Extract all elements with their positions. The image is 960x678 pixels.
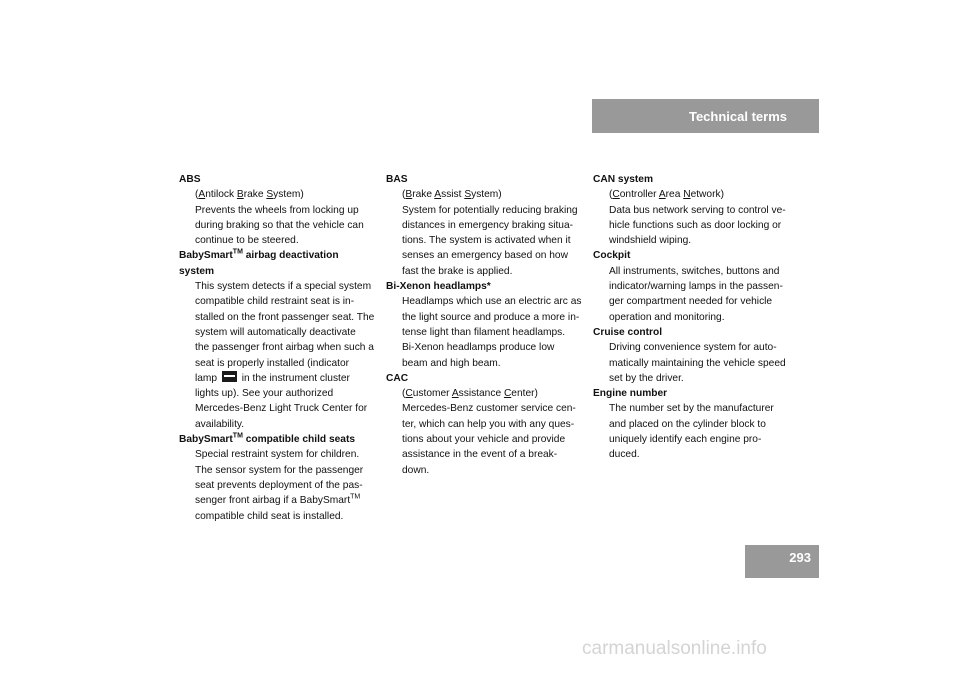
definition-line: beam and high beam.: [402, 357, 501, 369]
definition-line: indicator/warning lamps in the passen-: [609, 281, 783, 293]
section-title: Technical terms: [688, 108, 787, 124]
term-bixenon: Bi-Xenon headlamps*: [386, 281, 491, 293]
term-bas: BAS: [386, 174, 408, 185]
definition-line: ter, which can help you with any ques-: [402, 418, 575, 430]
section-header: [592, 99, 819, 133]
definition-line: the passenger front airbag when such a: [195, 342, 374, 354]
definition-line: System for potentially reducing braking: [402, 204, 578, 216]
definition-line: assistance in the event of a break-: [402, 449, 558, 461]
definition-line: This system detects if a special system: [195, 281, 372, 293]
acronym-expansion: (Controller Area Network): [609, 189, 724, 201]
acronym-expansion: (Antilock Brake System): [195, 189, 304, 201]
definition-line: ger compartment needed for vehicle: [609, 296, 773, 308]
term-cockpit: Cockpit: [593, 250, 631, 262]
definition-line: and placed on the cylinder block to: [609, 418, 766, 430]
definition-line: Headlamps which use an electric arc as: [402, 296, 582, 308]
entry-babysmart-seats: [179, 432, 379, 524]
definition-line: seat prevents deployment of the pas-: [195, 479, 363, 491]
definition-line: seat is properly installed (indicator: [195, 357, 350, 369]
definition-line: hicle functions such as door locking or: [609, 219, 782, 231]
definition-line: tions about your vehicle and provide: [402, 434, 566, 446]
term-can: CAN system: [593, 174, 654, 185]
definition-line: Data bus network serving to control ve-: [609, 204, 786, 216]
column-1: [179, 172, 379, 524]
definition-line: Special restraint system for children.: [195, 449, 360, 461]
definition-babysmart-seats: [179, 447, 379, 523]
page-number: 293: [789, 550, 811, 565]
definition-line: The sensor system for the passenger: [195, 464, 364, 476]
definition-line: operation and monitoring.: [609, 311, 725, 323]
definition-line: stalled on the front passenger seat. The: [195, 311, 375, 323]
definition-line: windshield wiping.: [609, 235, 692, 247]
definition-line: down.: [402, 464, 430, 476]
definition-line: All instruments, switches, buttons and: [609, 265, 780, 277]
definition-line: compatible child restraint seat is in-: [195, 296, 355, 308]
definition-line: lamp in the instrument cluster: [195, 372, 350, 384]
definition-line: availability.: [195, 418, 245, 430]
term-cruise-control: Cruise control: [593, 326, 663, 338]
term-cac: CAC: [386, 372, 409, 384]
definition-line: lights up). See your authorized: [195, 388, 334, 400]
definition-engine-number: [593, 401, 793, 462]
entry-can: [593, 172, 793, 248]
entry-bixenon: [386, 279, 586, 371]
entry-engine-number: [593, 386, 793, 462]
definition-line: uniquely identify each engine pro-: [609, 434, 762, 446]
definition-line: distances in emergency braking situa-: [402, 219, 574, 231]
definition-line: The number set by the manufacturer: [609, 403, 774, 415]
entry-babysmart-deactivation: [179, 248, 379, 432]
definition-bixenon: [386, 294, 586, 370]
definition-line: duced.: [609, 449, 640, 461]
definition-cockpit: [593, 264, 793, 325]
term-babysmart-deactivation: BabySmart™ airbag deactivation: [179, 249, 339, 262]
definition-line: set by the driver.: [609, 372, 684, 384]
definition-line: Driving convenience system for auto-: [609, 342, 777, 354]
definition-line: system will automatically deactivate: [195, 326, 356, 338]
definition-cruise-control: [593, 340, 793, 386]
acronym-expansion: (Brake Assist System): [402, 189, 502, 201]
definition-line: fast the brake is applied.: [402, 265, 513, 277]
definition-line: Bi-Xenon headlamps produce low: [402, 342, 555, 354]
term-babysmart-seats: BabySmart™ compatible child seats: [179, 432, 356, 446]
definition-babysmart-deactivation: [179, 279, 379, 432]
definition-line: Mercedes-Benz customer service cen-: [402, 403, 576, 415]
definition-line: matically maintaining the vehicle speed: [609, 357, 786, 369]
entry-cac: [386, 371, 586, 478]
entry-bas: [386, 172, 586, 279]
definition-line: compatible child seat is installed.: [195, 510, 344, 522]
entry-abs: [179, 172, 379, 248]
column-3: [593, 172, 793, 463]
term-abs: ABS: [179, 174, 201, 185]
definition-line: tions. The system is activated when it: [402, 235, 571, 247]
acronym-expansion: (Customer Assistance Center): [402, 388, 538, 400]
entry-cruise-control: [593, 325, 793, 386]
definition-line: during braking so that the vehicle can: [195, 219, 364, 231]
term-engine-number: Engine number: [593, 388, 668, 400]
definition-line: senger front airbag if a BabySmart™: [195, 493, 361, 507]
definition-cac: [386, 386, 586, 478]
definition-line: Mercedes-Benz Light Truck Center for: [195, 403, 368, 415]
definition-abs: [179, 187, 379, 248]
definition-can: [593, 187, 793, 248]
definition-line: tense light than filament headlamps.: [402, 326, 566, 338]
airbag-off-lamp-icon: [222, 371, 237, 382]
definition-line: senses an emergency based on how: [402, 250, 568, 262]
definition-bas: [386, 187, 586, 279]
watermark: carmanualsonline.info: [582, 638, 767, 659]
definition-line: continue to be steered.: [195, 235, 299, 247]
definition-line: the light source and produce a more in-: [402, 311, 580, 323]
term-continuation: system: [179, 265, 215, 277]
entry-cockpit: [593, 248, 793, 324]
definition-line: Prevents the wheels from locking up: [195, 204, 359, 216]
column-2: [386, 172, 586, 478]
page-number-box: [745, 545, 819, 578]
